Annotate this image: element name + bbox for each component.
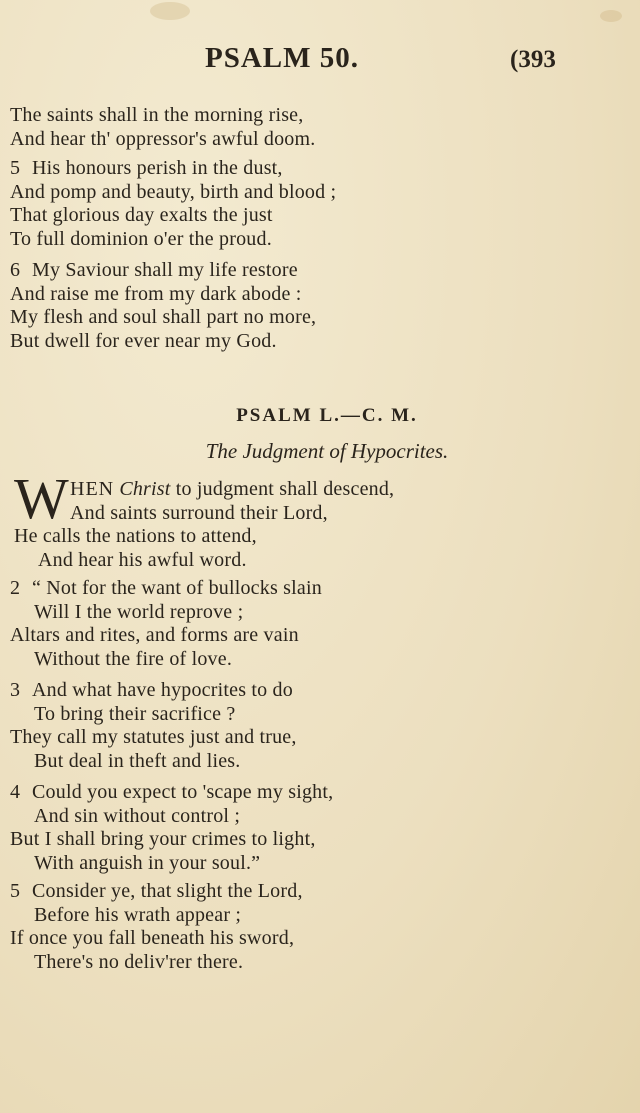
verse-line: 5 Consider ye, that slight the Lord,	[10, 880, 303, 902]
stanza-number: 5	[10, 157, 21, 179]
running-head	[0, 42, 640, 82]
verse-line: 4 Could you expect to 'scape my sight,	[10, 781, 334, 803]
verse-line: And hear th' oppressor's awful doom.	[10, 127, 316, 150]
verse-line: And pomp and beauty, birth and blood ;	[10, 180, 337, 203]
paper-stain	[600, 10, 622, 22]
verse-line: But deal in theft and lies.	[34, 749, 241, 772]
stanza-number: 3	[10, 679, 21, 701]
paper-stain	[150, 2, 190, 20]
verse-line: 2 “ Not for the want of bullocks slain	[10, 577, 322, 599]
stanza-5b	[10, 880, 620, 974]
stanza-continuation	[10, 104, 620, 151]
verse-line: But dwell for ever near my God.	[10, 329, 277, 352]
stanza-number: 4	[10, 781, 21, 803]
stanza-1	[14, 478, 624, 572]
verse-line: 3 And what have hypocrites to do	[10, 679, 293, 701]
stanza-6	[10, 259, 620, 353]
verse-line: And saints surround their Lord,	[70, 501, 328, 524]
verse-line: And sin without control ;	[34, 804, 241, 827]
verse-line: Altars and rites, and forms are vain	[10, 624, 299, 646]
verse-line: And raise me from my dark abode :	[10, 282, 302, 305]
verse-line: To bring their sacrifice ?	[34, 702, 236, 725]
stanza-number: 6	[10, 259, 21, 281]
stanza-4	[10, 781, 620, 875]
drop-cap: W	[14, 466, 69, 531]
verse-line: Without the fire of love.	[34, 647, 233, 670]
verse-line: He calls the nations to attend,	[14, 525, 257, 547]
verse-line: My flesh and soul shall part no more,	[10, 306, 317, 328]
verse-line: HEN Christ to judgment shall descend,	[70, 478, 395, 500]
verse-line: And hear his awful word.	[38, 548, 247, 571]
psalm-subtitle: The Judgment of Hypocrites.	[205, 439, 449, 463]
verse-line: If once you fall beneath his sword,	[10, 927, 295, 949]
verse-line: That glorious day exalts the just	[10, 204, 273, 226]
page-number: (393	[510, 46, 556, 73]
psalm-heading: PSALM L.—C. M.	[236, 405, 418, 426]
verse-line: Will I the world reprove ;	[34, 600, 244, 623]
stanza-number: 2	[10, 577, 21, 599]
verse-line: But I shall bring your crimes to light,	[10, 828, 316, 850]
verse-line: There's no deliv'rer there.	[34, 950, 244, 973]
verse-line: The saints shall in the morning rise,	[10, 104, 304, 126]
verse-line: They call my statutes just and true,	[10, 726, 297, 748]
stanza-number: 5	[10, 880, 21, 902]
verse-line: With anguish in your soul.”	[34, 851, 261, 874]
stanza-3	[10, 679, 620, 773]
verse-line: Before his wrath appear ;	[34, 903, 242, 926]
page-title: PSALM 50.	[205, 42, 359, 74]
stanza-5	[10, 157, 620, 251]
verse-line: To full dominion o'er the proud.	[10, 227, 272, 250]
verse-line: 6 My Saviour shall my life restore	[10, 259, 298, 281]
verse-line: 5 His honours perish in the dust,	[10, 157, 283, 179]
stanza-2	[10, 577, 620, 671]
